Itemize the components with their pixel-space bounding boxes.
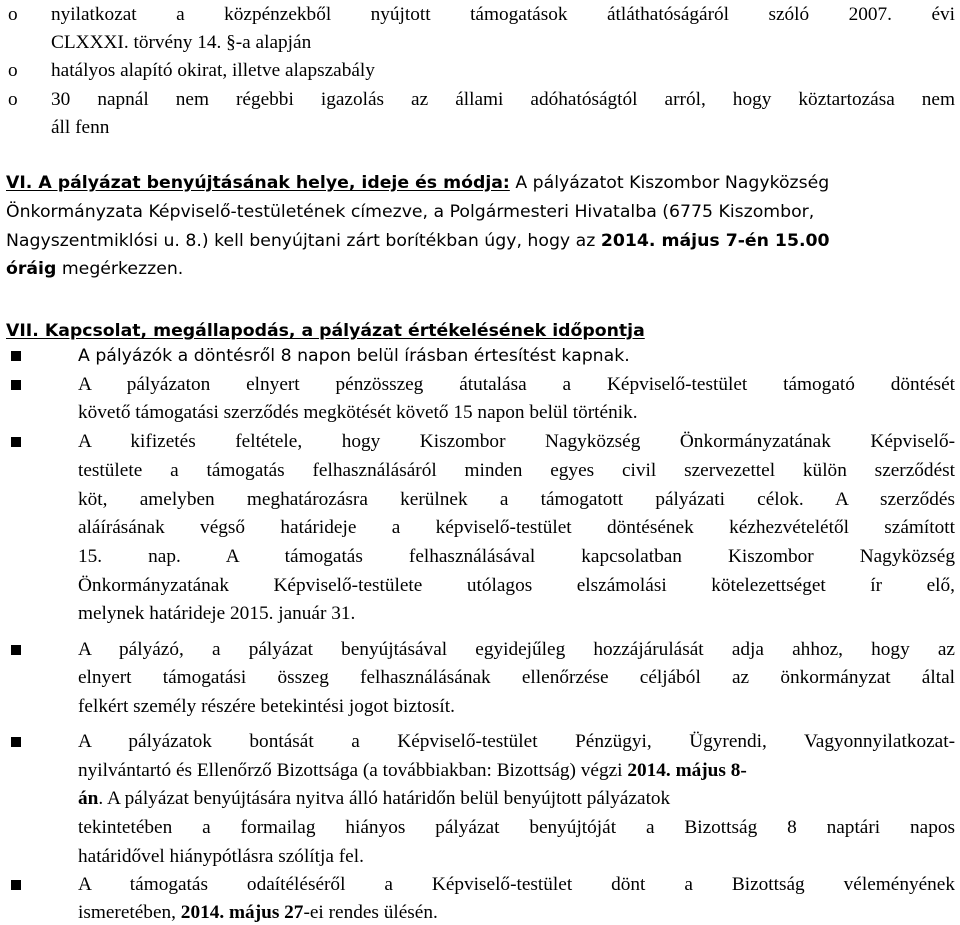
square-bullet-icon bbox=[11, 380, 21, 390]
deadline-date: 2014. május 7-én 15.00 bbox=[600, 231, 830, 251]
list-item-line: CLXXXI. törvény 14. §-a alapján bbox=[51, 32, 312, 53]
bullet-text: A pályázaton elnyert pénzösszeg átutalása a Képviselő-testület támogató döntését bbox=[78, 374, 955, 395]
section-6-text: megérkezzen. bbox=[56, 259, 184, 279]
bullet-text: tekintetében a formailag hiányos pályázat benyújtóját a Bizottság 8 naptári napos bbox=[78, 817, 955, 838]
bullet-text: elnyert támogatási összeg felhasználásának ellenőrzése céljából az önkormányzat által bbox=[78, 667, 955, 688]
bullet-text: A pályázatok bontását a Képviselő-testület Pénzügyi, Ügyrendi, Vagyonnyilatkozat- bbox=[78, 731, 955, 752]
section-6-text: Önkormányzata Képviselő-testületének címezve, a Polgármesteri Hivatalba (6775 Kiszombor, bbox=[6, 202, 815, 222]
list-item-line: áll fenn bbox=[51, 117, 110, 138]
bullet-text: testülete a támogatás felhasználásáról minden egyes civil szervezettel külön szerződést bbox=[78, 460, 955, 481]
bullet-text: köt, amelyben meghatározásra kerülnek a támogatott pályázati célok. A szerződés bbox=[78, 489, 955, 510]
bullet-text-line bbox=[78, 901, 438, 925]
bontas-date-suffix: án bbox=[78, 788, 99, 809]
section-6-first-line bbox=[6, 171, 829, 195]
square-bullet-icon bbox=[11, 351, 21, 361]
list-marker: o bbox=[8, 89, 18, 110]
square-bullet-icon bbox=[11, 437, 21, 447]
bullet-text: felkért személy részére betekintési jogot biztosít. bbox=[78, 696, 455, 717]
list-marker: o bbox=[8, 4, 18, 25]
bullet-text: -ei rendes ülésén. bbox=[303, 902, 438, 923]
section-6-text: Nagyszentmiklósi u. 8.) kell benyújtani zárt borítékban úgy, hogy az bbox=[6, 231, 601, 251]
bullet-text: Önkormányzatának Képviselő-testülete utólagos elszámolási kötelezettséget ír elő, bbox=[78, 575, 955, 596]
square-bullet-icon bbox=[11, 737, 21, 747]
section-6-text: A pályázatot Kiszombor Nagyközség bbox=[509, 173, 830, 193]
list-item-line: nyilatkozat a közpénzekből nyújtott támogatások átláthatóságáról szóló 2007. évi bbox=[51, 4, 955, 25]
bullet-text: melynek határideje 2015. január 31. bbox=[78, 603, 356, 624]
bullet-text: A támogatás odaítéléséről a Képviselő-testület dönt a Bizottság véleményének bbox=[78, 874, 955, 895]
list-item-line: hatályos alapító okirat, illetve alapszabály bbox=[51, 60, 375, 81]
bontas-date: 2014. május 8- bbox=[627, 760, 747, 781]
deadline-hour: óráig bbox=[6, 259, 57, 279]
bullet-text: aláírásának végső határideje a képviselő-testület döntésének kézhezvételétől számított bbox=[78, 517, 955, 538]
decision-date: 2014. május 27 bbox=[180, 902, 304, 923]
square-bullet-icon bbox=[11, 645, 21, 655]
list-item-line: 30 napnál nem régebbi igazolás az állami adóhatóságtól arról, hogy köztartozása nem bbox=[51, 89, 955, 110]
bullet-text: A pályázók a döntésről 8 napon belül írásban értesítést kapnak. bbox=[78, 346, 630, 366]
bullet-text: A pályázó, a pályázat benyújtásával egyidejűleg hozzájárulását adja ahhoz, hogy az bbox=[78, 639, 955, 660]
bullet-text: követő támogatási szerződés megkötését követő 15 napon belül történik. bbox=[78, 402, 638, 423]
bullet-text: 15. nap. A támogatás felhasználásával kapcsolatban Kiszombor Nagyközség bbox=[78, 546, 955, 567]
bullet-text: ismeretében, bbox=[78, 902, 181, 923]
bullet-text: A kifizetés feltétele, hogy Kiszombor Nagyközség Önkormányzatának Képviselő- bbox=[78, 431, 955, 452]
bullet-text: határidővel hiánypótlásra szólítja fel. bbox=[78, 846, 364, 867]
section-6-deadline-line bbox=[6, 229, 830, 253]
section-7-heading: VII. Kapcsolat, megállapodás, a pályázat értékelésének időpontja bbox=[6, 321, 645, 341]
bullet-text: . A pályázat benyújtására nyitva álló határidőn belül benyújtott pályázatok bbox=[98, 788, 671, 809]
list-marker: o bbox=[8, 60, 18, 81]
bullet-text: nyilvántartó és Ellenőrző Bizottsága (a továbbiakban: Bizottság) végzi bbox=[78, 760, 628, 781]
square-bullet-icon bbox=[11, 880, 21, 890]
section-6-heading: VI. A pályázat benyújtásának helye, ideje és módja: bbox=[6, 173, 510, 193]
bullet-text-line bbox=[78, 759, 955, 783]
bullet-text-line bbox=[78, 787, 955, 811]
section-6-deadline-line bbox=[6, 257, 183, 281]
